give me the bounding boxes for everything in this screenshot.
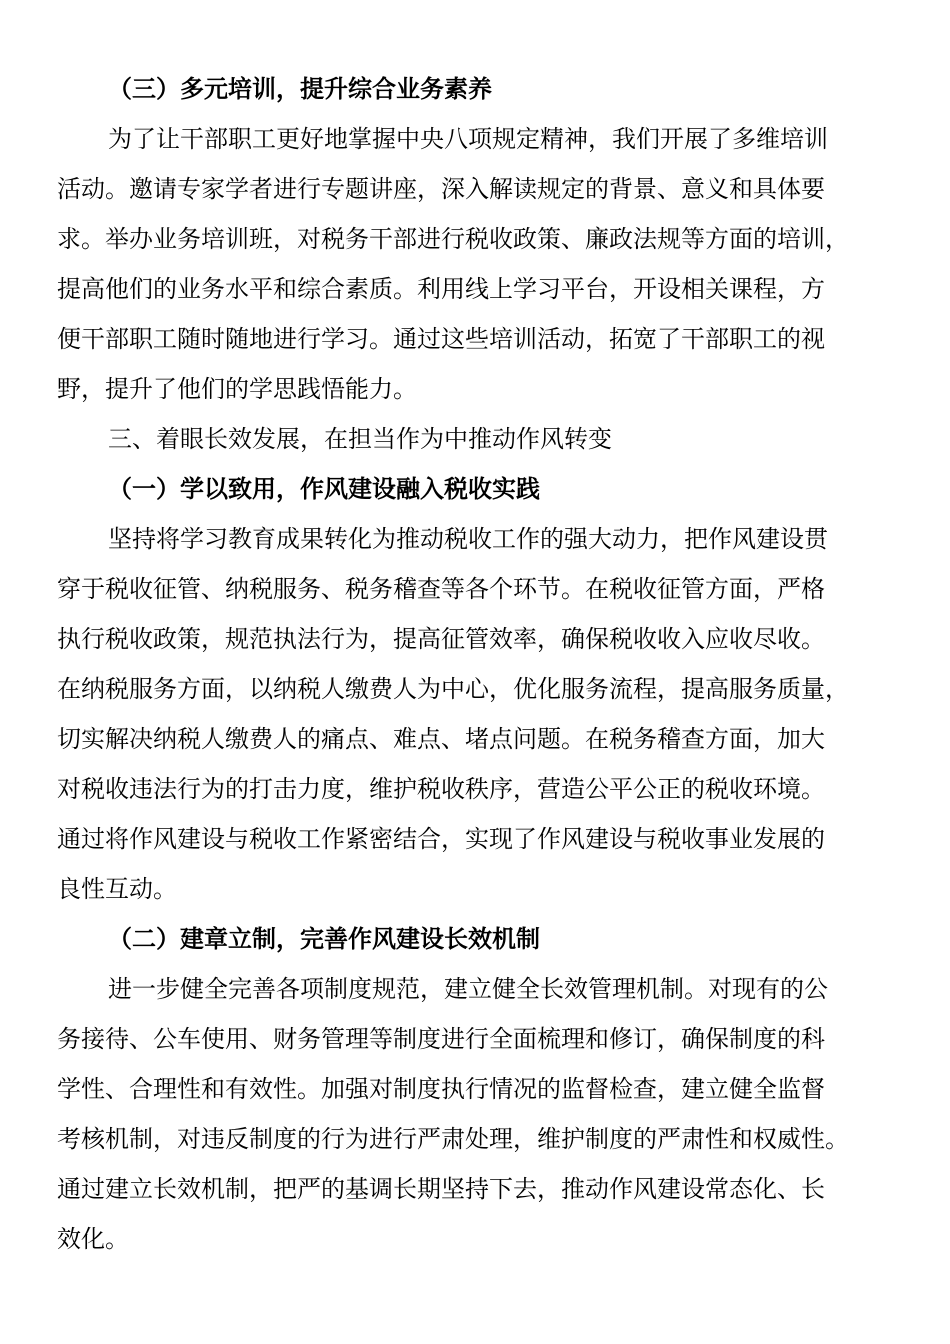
paragraph-line: 考核机制，对违反制度的行为进行严肃处理，维护制度的严肃性和权威性。 [57, 1125, 849, 1153]
subheading-mechanism: （二）建章立制，完善作风建设长效机制 [108, 925, 540, 953]
paragraph-line: 效化。 [57, 1225, 129, 1253]
section-heading: 三、着眼长效发展，在担当作为中推动作风转变 [108, 425, 612, 453]
paragraph-line: 在纳税服务方面，以纳税人缴费人为中心，优化服务流程，提高服务质量， [57, 675, 849, 703]
paragraph-line: 学性、合理性和有效性。加强对制度执行情况的监督检查，建立健全监督 [57, 1075, 825, 1103]
paragraph-line: 切实解决纳税人缴费人的痛点、难点、堵点问题。在税务稽查方面，加大 [57, 725, 825, 753]
paragraph-line: 为了让干部职工更好地掌握中央八项规定精神，我们开展了多维培训 [108, 125, 828, 153]
paragraph-line: 通过建立长效机制，把严的基调长期坚持下去，推动作风建设常态化、长 [57, 1175, 825, 1203]
paragraph-line: 坚持将学习教育成果转化为推动税收工作的强大动力，把作风建设贯 [108, 525, 828, 553]
paragraph-line: 提高他们的业务水平和综合素质。利用线上学习平台，开设相关课程，方 [57, 275, 825, 303]
paragraph-line: 通过将作风建设与税收工作紧密结合，实现了作风建设与税收事业发展的 [57, 825, 825, 853]
paragraph-line: 活动。邀请专家学者进行专题讲座，深入解读规定的背景、意义和具体要 [57, 175, 825, 203]
paragraph-line: 对税收违法行为的打击力度，维护税收秩序，营造公平公正的税收环境。 [57, 775, 825, 803]
subheading-training: （三）多元培训，提升综合业务素养 [108, 75, 492, 103]
paragraph-line: 务接待、公车使用、财务管理等制度进行全面梳理和修订，确保制度的科 [57, 1025, 825, 1053]
subheading-practice: （一）学以致用，作风建设融入税收实践 [108, 475, 540, 503]
paragraph-line: 执行税收政策，规范执法行为，提高征管效率，确保税收收入应收尽收。 [57, 625, 825, 653]
paragraph-line: 穿于税收征管、纳税服务、税务稽查等各个环节。在税收征管方面，严格 [57, 575, 825, 603]
paragraph-line: 野，提升了他们的学思践悟能力。 [57, 375, 417, 403]
paragraph-line: 便干部职工随时随地进行学习。通过这些培训活动，拓宽了干部职工的视 [57, 325, 825, 353]
paragraph-line: 求。举办业务培训班，对税务干部进行税收政策、廉政法规等方面的培训， [57, 225, 849, 253]
paragraph-line: 良性互动。 [57, 875, 177, 903]
paragraph-line: 进一步健全完善各项制度规范，建立健全长效管理机制。对现有的公 [108, 975, 828, 1003]
